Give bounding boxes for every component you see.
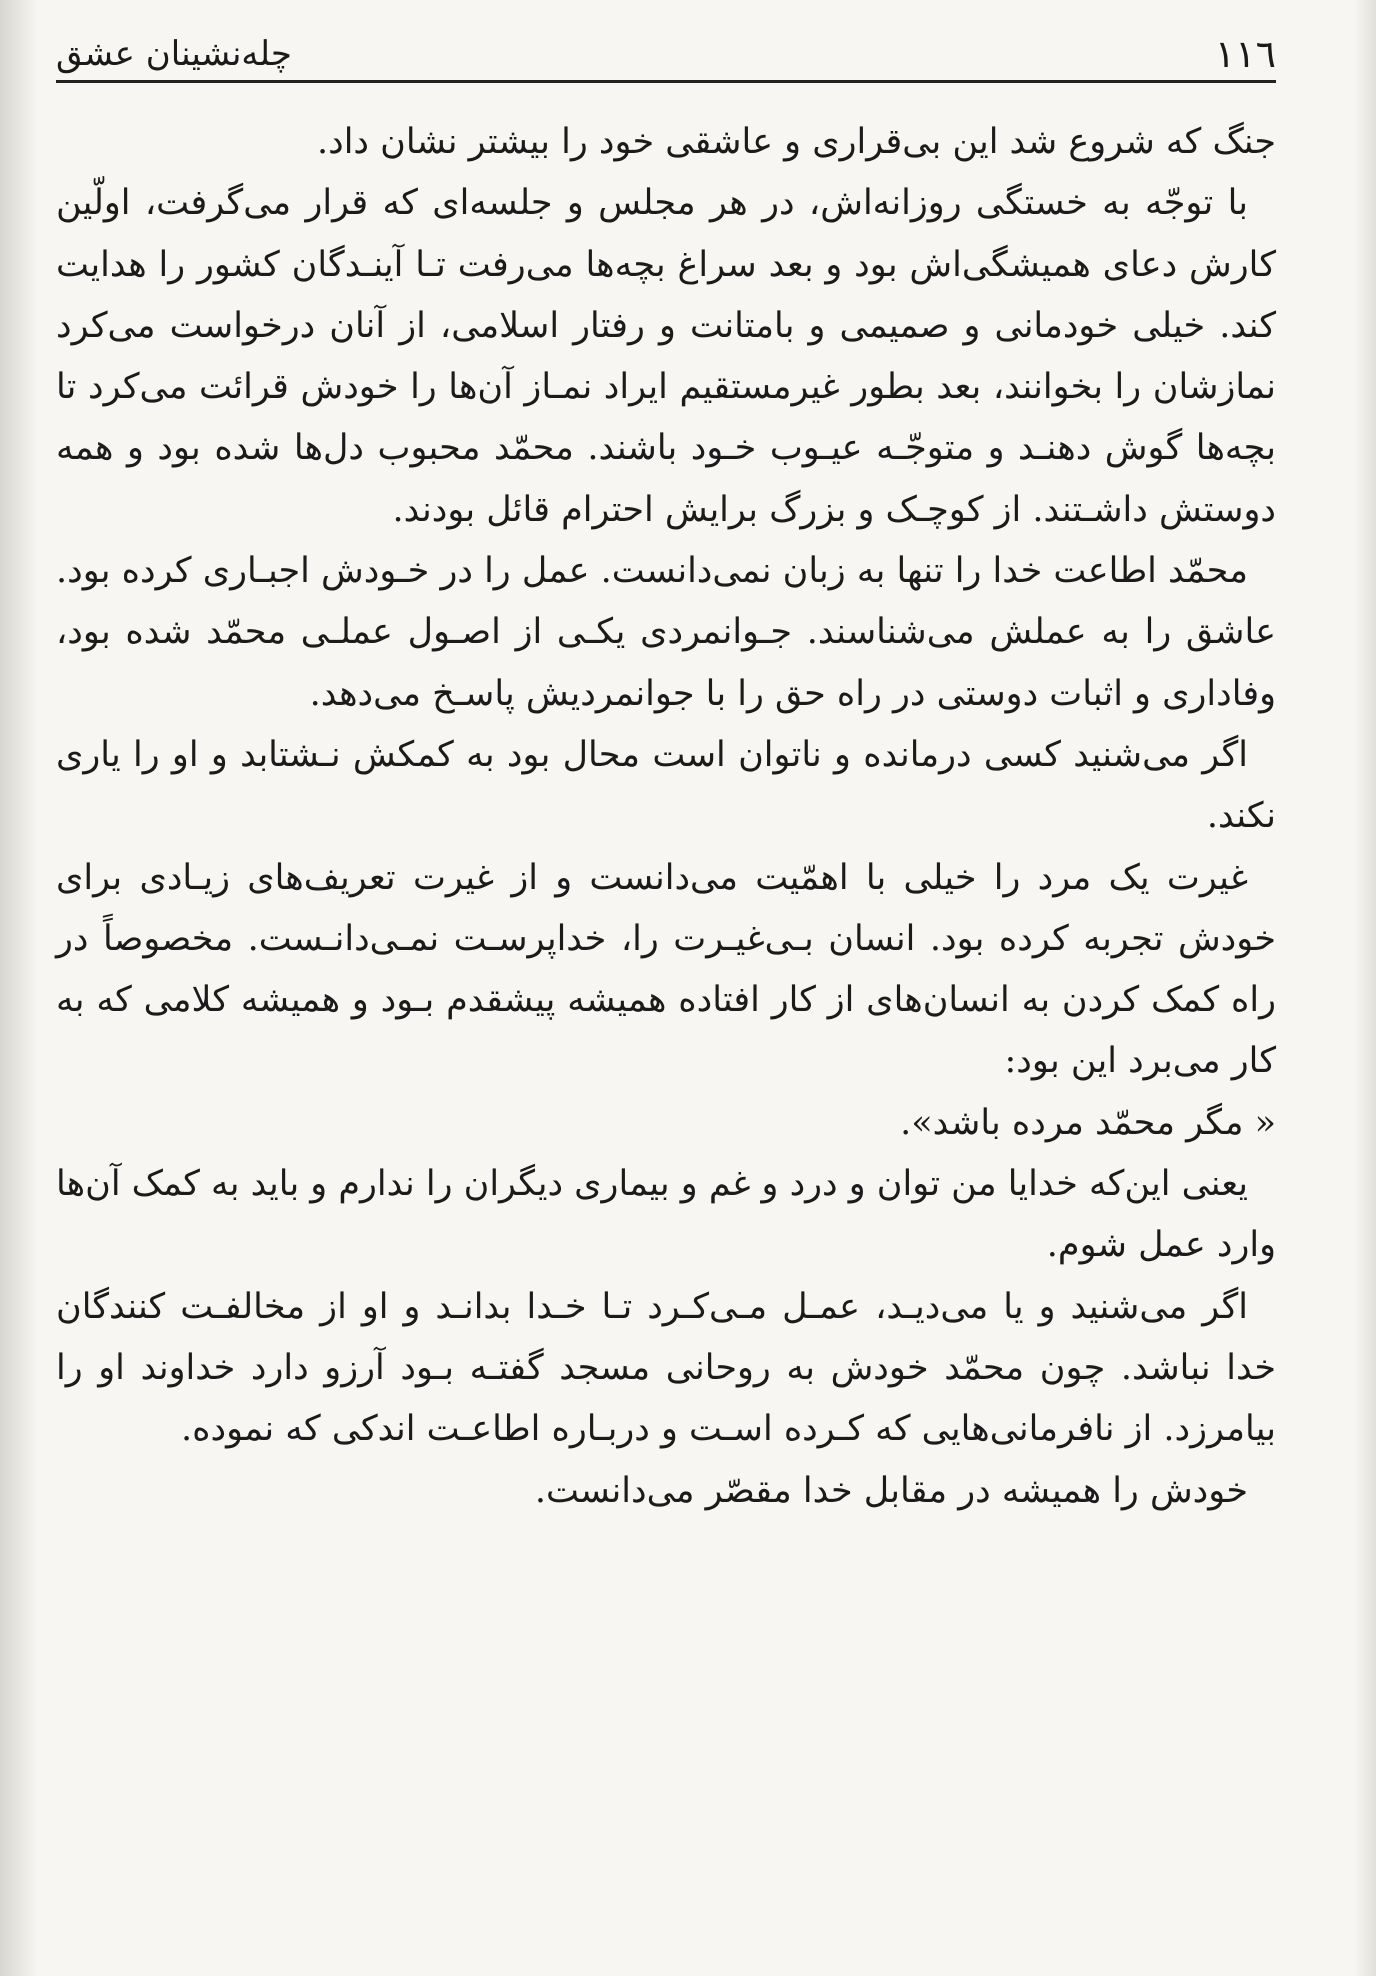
paragraph: یعنی این‌که خدایا من توان و درد و غم و بیماری دیگران را ندارم و باید به کمک آن‌ها وارد عمل شوم.: [56, 1164, 1276, 1266]
page-number: ١١٦: [1214, 32, 1276, 76]
page-edge-shadow: [1354, 0, 1376, 1976]
page-header: [56, 28, 1276, 83]
paragraph: غیرت یک مرد را خیلی با اهمّیت می‌دانست و از غیرت تعریف‌های زیـادی برای خودش تجربه کرده بود. انسان بـی‌غیـرت را، خداپرسـت نمـی‌دانـست. مخصوصاً در راه کمک کردن به انسان‌های از کار افتاده همیشه پیشقدم بـود و همیشه کلامی که به کار می‌برد این بود:: [56, 857, 1276, 1082]
quote-line: « مگر محمّد مرده باشد».: [900, 1102, 1276, 1143]
paragraph: خودش را همیشه در مقابل خدا مقصّر می‌دانست.: [534, 1470, 1248, 1511]
running-title: چله‌نشینان عشق: [56, 34, 292, 74]
paragraph: محمّد اطاعت خدا را تنها به زبان نمی‌دانست. عمل را در خـودش اجبـاری کرده بود. عاشق را به عملش می‌شناسند. جـوانمردی یکـی از اصـول عملـی محمّد شده بود، وفاداری و اثبات دوستی در راه حق را با جوانمردیش پاسـخ می‌دهد.: [56, 551, 1276, 714]
spine-shadow: [0, 0, 38, 1976]
paragraph: اگر می‌شنید و یا می‌دیـد، عمـل مـی‌کـرد تـا خـدا بدانـد و او از مخالفـت کنندگان خدا نباشد. چون محمّد خودش به روحانی مسجد گفتـه بـود آرزو دارد خداوند او را بیامرزد. از نافرمانی‌هایی که کـرده اسـت و دربـاره اطاعـت اندکی که نموده.: [56, 1286, 1276, 1450]
paragraph: با توجّه به خستگی روزانه‌اش، در هر مجلس و جلسه‌ای که قرار می‌گرفت، اولّین کارش دعای همیشگی‌اش بود و بعد سراغ بچه‌ها می‌رفت تـا آینـدگان کشور را هدایت کند. خیلی خودمانی و صمیمی و بامتانت و رفتار اسلامی، از آنان درخواست می‌کرد نمازشان را بخوانند، بعد بطور غیرمستقیم ایراد نمـاز آن‌ها را خودش قرائت می‌کرد تا بچه‌ها گوش دهنـد و متوجّـه عیـوب خـود باشند. محمّد محبوب دل‌ها شده بود و همه دوستش داشـتند. از کوچـک و بزرگ برایش احترام قائل بودند.: [56, 183, 1276, 530]
paragraph: اگر می‌شنید کسی درمانده و ناتوان است محال بود به کمکش نـشتابد و او را یاری نکند.: [56, 734, 1276, 837]
page-body: [56, 112, 1276, 1522]
paragraph: جنگ که شروع شد این بی‌قراری و عاشقی خود را بیشتر نشان داد.: [317, 122, 1276, 162]
